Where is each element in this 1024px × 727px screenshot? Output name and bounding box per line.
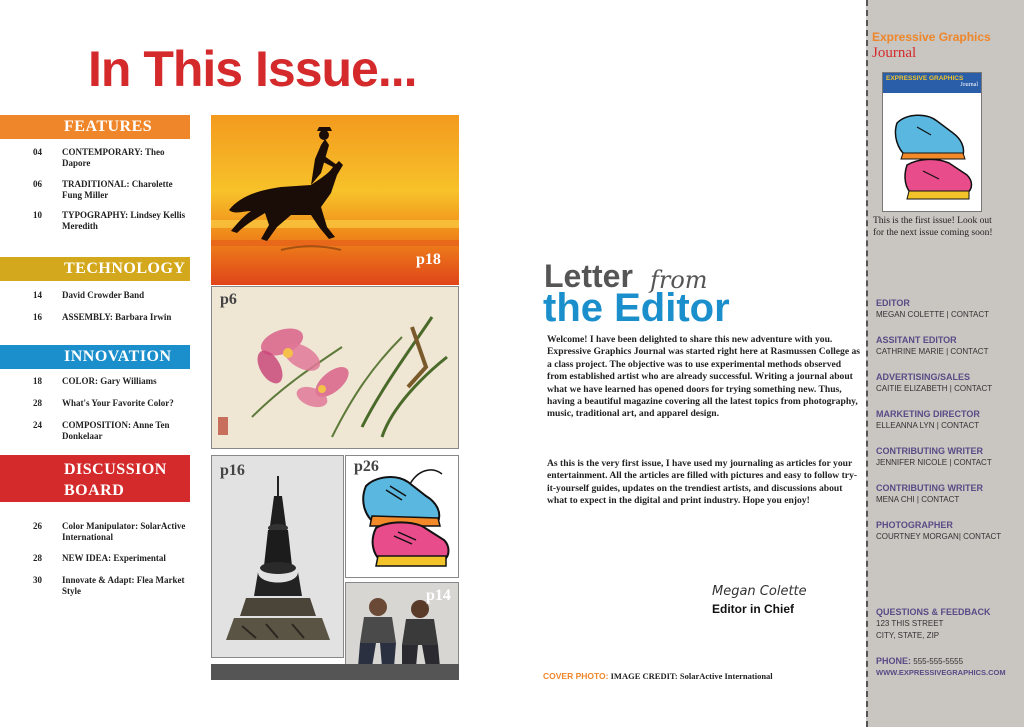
- staff-title: PHOTOGRAPHER: [876, 520, 953, 530]
- section-bar-features: [0, 115, 190, 139]
- page-tag-p26: p26: [354, 458, 379, 475]
- toc-title: NEW IDEA: Experimental: [62, 553, 166, 563]
- cover-photo-label: COVER PHOTO:: [543, 671, 609, 681]
- thumbnail-masthead: [883, 73, 981, 93]
- page-title: In This Issue...: [88, 41, 417, 97]
- phone-line: [876, 656, 963, 666]
- address-line: CITY, STATE, ZIP: [876, 631, 940, 640]
- section-label: TECHNOLOGY: [64, 260, 186, 277]
- letter-heading: Letter: [544, 258, 633, 294]
- phone-label: PHONE:: [876, 656, 912, 666]
- staff-name[interactable]: CAITIE ELIZABETH | CONTACT: [876, 384, 993, 393]
- phone-number[interactable]: 555-555-5555: [913, 657, 964, 666]
- stupa-sculpture-image: [212, 456, 343, 657]
- photo-strip-divider: [211, 664, 459, 680]
- section-bar-innovation: [0, 345, 190, 369]
- sneakers-photo[interactable]: [345, 455, 459, 578]
- letter-heading-from: from: [650, 266, 708, 294]
- cover-thumbnail[interactable]: [882, 72, 982, 212]
- thumbnail-subtitle: Journal: [960, 82, 978, 88]
- toc-title: Innovate & Adapt: Flea Market Style: [62, 575, 185, 596]
- toc-title: COMPOSITION: Anne Ten Donkelaar: [62, 420, 170, 441]
- page-tag-p14: p14: [426, 587, 451, 604]
- staff-name[interactable]: MEGAN COLETTE | CONTACT: [876, 310, 990, 319]
- toc-title: ASSEMBLY: Barbara Irwin: [62, 312, 172, 322]
- orchid-painting-image: [212, 287, 458, 448]
- horse-photo[interactable]: [211, 115, 459, 285]
- image-credit-text: IMAGE CREDIT: SolarActive International: [610, 671, 773, 681]
- toc-page-number: 14: [33, 290, 42, 300]
- website-link[interactable]: WWW.EXPRESSIVEGRAPHICS.COM: [876, 668, 1006, 677]
- editor-role: Editor in Chief: [712, 602, 794, 616]
- page-tag-p18: p18: [416, 251, 441, 268]
- cover-photo-credit: [543, 671, 773, 681]
- letter-paragraph: Welcome! I have been delighted to share this new adventure with you. Expressive Graphics Journal was started right here at Rasmussen College as a class project. The objective was to use experimental methods observed from established artist who are already successful. Writing a journal about what we have learned has opened doors for trying something new. Thus, having a beautiful magazine covering all the latest topics from photography, music, traditional art, and apparel design.: [547, 334, 861, 420]
- section-bar-discussion-board: [0, 455, 190, 502]
- letter-heading-editor: the Editor: [543, 286, 730, 330]
- section-label: INNOVATION: [64, 348, 172, 365]
- flowers-photo[interactable]: [211, 286, 459, 449]
- thumbnail-sneakers-image: [883, 93, 981, 209]
- section-label: DISCUSSION: [64, 461, 167, 478]
- staff-name[interactable]: CATHRINE MARIE | CONTACT: [876, 347, 989, 356]
- toc-page-number: 28: [33, 398, 42, 408]
- thumbnail-title: EXPRESSIVE GRAPHICS: [886, 75, 964, 82]
- letter-paragraph: As this is the very first issue, I have used my journaling as articles for your entertainment. All the articles are filled with pictures and easy to follow try-it-yourself guides, updates on the trendiest artists, and discussions about what to expect in the digital and print industry. Hope you enjoy!: [547, 458, 858, 507]
- address-line: 123 THIS STREET: [876, 619, 944, 628]
- toc-title: TRADITIONAL: Charolette Fung Miller: [62, 179, 173, 200]
- toc-page-number: 26: [33, 521, 42, 531]
- toc-title: CONTEMPORARY: Theo Dapore: [62, 147, 165, 168]
- section-bar-technology: [0, 257, 190, 281]
- staff-title: MARKETING DIRECTOR: [876, 409, 980, 419]
- staff-name[interactable]: JENNIFER NICOLE | CONTACT: [876, 458, 992, 467]
- toc-page-number: 28: [33, 553, 42, 563]
- section-label: FEATURES: [64, 118, 153, 135]
- editor-signature: Megan Colette: [712, 584, 807, 599]
- toc-title: COLOR: Gary Williams: [62, 376, 157, 386]
- questions-title: QUESTIONS & FEEDBACK: [876, 607, 991, 617]
- page-tag-p6: p6: [220, 291, 237, 308]
- toc-page-number: 04: [33, 147, 42, 157]
- toc-page-number: 06: [33, 179, 42, 189]
- toc-title: What's Your Favorite Color?: [62, 398, 174, 408]
- toc-page-number: 10: [33, 210, 42, 220]
- staff-title: ASSITANT EDITOR: [876, 335, 957, 345]
- toc-title: David Crowder Band: [62, 290, 145, 300]
- staff-name[interactable]: ELLEANNA LYN | CONTACT: [876, 421, 980, 430]
- brand-title: Expressive Graphics: [872, 30, 991, 44]
- staff-title: ADVERTISING/SALES: [876, 372, 971, 382]
- issue-note: This is the first issue! Look out for the next issue coming soon!: [873, 216, 993, 238]
- toc-page-number: 24: [33, 420, 42, 430]
- staff-title: CONTRIBUTING WRITER: [876, 483, 983, 493]
- staff-title: CONTRIBUTING WRITER: [876, 446, 983, 456]
- toc-page-number: 30: [33, 575, 42, 585]
- toc-page-number: 18: [33, 376, 42, 386]
- toc-page-number: 16: [33, 312, 42, 322]
- staff-title: EDITOR: [876, 298, 910, 308]
- stupa-photo[interactable]: [211, 455, 344, 658]
- staff-name[interactable]: COURTNEY MORGAN| CONTACT: [876, 532, 1002, 541]
- toc-title: Color Manipulator: SolarActive International: [62, 521, 186, 542]
- page-tag-p16: p16: [220, 462, 245, 479]
- toc-title: TYPOGRAPHY: Lindsey Kellis Meredith: [62, 210, 186, 231]
- band-photo[interactable]: [345, 582, 459, 673]
- staff-name[interactable]: MENA CHI | CONTACT: [876, 495, 960, 504]
- section-label: BOARD: [64, 482, 125, 499]
- brand-subtitle: Journal: [872, 45, 917, 61]
